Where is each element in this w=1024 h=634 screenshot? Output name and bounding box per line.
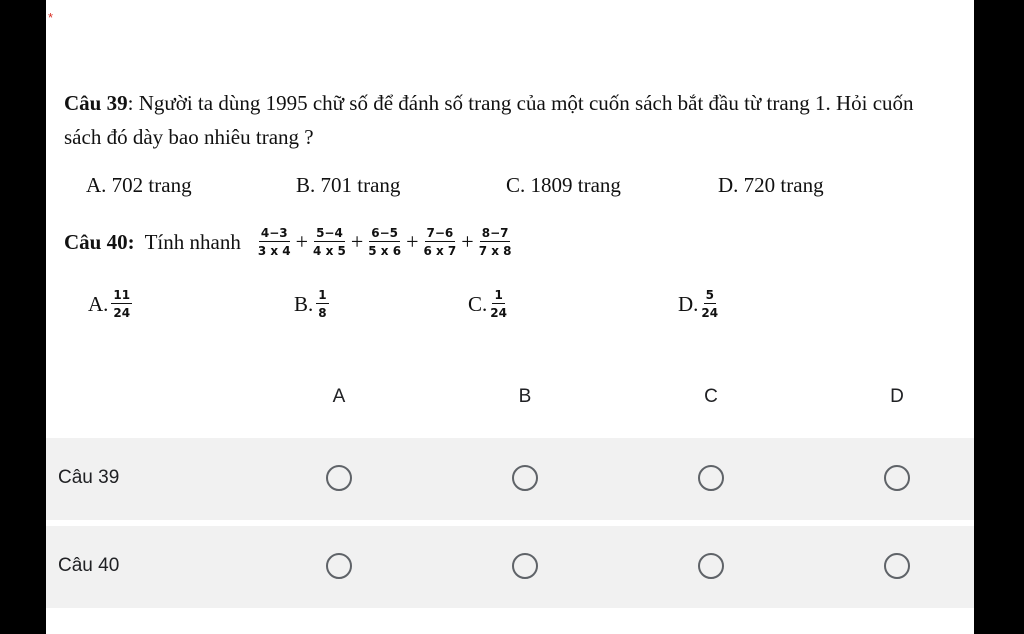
radio-cau39-b[interactable] — [512, 465, 538, 491]
radio-cau39-c[interactable] — [698, 465, 724, 491]
q40-option-d: D. $\frac{5}{24}$ — [678, 288, 719, 320]
grid-column-d: D — [890, 386, 904, 407]
plus-sign: + — [350, 229, 364, 254]
plus-sign: + — [295, 229, 309, 254]
radio-cau40-d[interactable] — [884, 553, 910, 579]
radio-cau40-b[interactable] — [512, 553, 538, 579]
q39-option-b: B. 701 trang — [296, 173, 401, 197]
q40-option-c: C. $\frac{1}{24}$ — [468, 288, 507, 320]
radio-cau39-a[interactable] — [326, 465, 352, 491]
form-page — [46, 0, 974, 634]
required-asterisk: * — [48, 10, 54, 25]
question-40 — [64, 226, 515, 258]
q39-option-a: A. 702 trang — [86, 173, 192, 197]
question-40-text: Tính nhanh — [144, 229, 241, 254]
grid-row-cau-40 — [46, 526, 974, 608]
question-40-label: Câu 40: — [64, 229, 135, 254]
q40-option-a: A. $\frac{11}{24}$ — [88, 288, 131, 320]
q40-option-b: B. $\frac{1}{8}$ — [294, 288, 327, 320]
question-39 — [64, 86, 924, 154]
grid-column-a: A — [332, 386, 346, 407]
radio-cau39-d[interactable] — [884, 465, 910, 491]
fraction-term: $\frac{8-7}{7 x 8}$ — [478, 226, 512, 258]
fraction-term: $\frac{5-4}{4 x 5}$ — [313, 226, 346, 258]
radio-cau40-c[interactable] — [698, 553, 724, 579]
fraction-term: $\frac{7-6}{6 x 7}$ — [423, 226, 457, 258]
grid-column-b: B — [518, 386, 532, 407]
question-39-text: : Người ta dùng 1995 chữ số để đánh số trang của một cuốn sách bắt đầu từ trang 1. Hỏi cuốn sách đó dày bao nhiêu trang ? — [64, 91, 914, 149]
q39-option-d: D. 720 trang — [718, 173, 824, 197]
fraction-term: $\frac{6-5}{5 x 6}$ — [368, 226, 402, 258]
fraction-term: $\frac{4-3}{3 x 4}$ — [257, 226, 291, 258]
grid-row-label: Câu 39 — [58, 467, 120, 488]
grid-column-c: C — [704, 386, 718, 407]
plus-sign: + — [461, 229, 474, 254]
q39-option-c: C. 1809 trang — [506, 173, 621, 197]
radio-cau40-a[interactable] — [326, 553, 352, 579]
grid-row-label: Câu 40 — [58, 555, 120, 576]
grid-row-cau-39 — [46, 438, 974, 520]
fraction-expression — [255, 226, 515, 258]
plus-sign: + — [406, 229, 419, 254]
question-39-label: Câu 39 — [64, 91, 128, 115]
